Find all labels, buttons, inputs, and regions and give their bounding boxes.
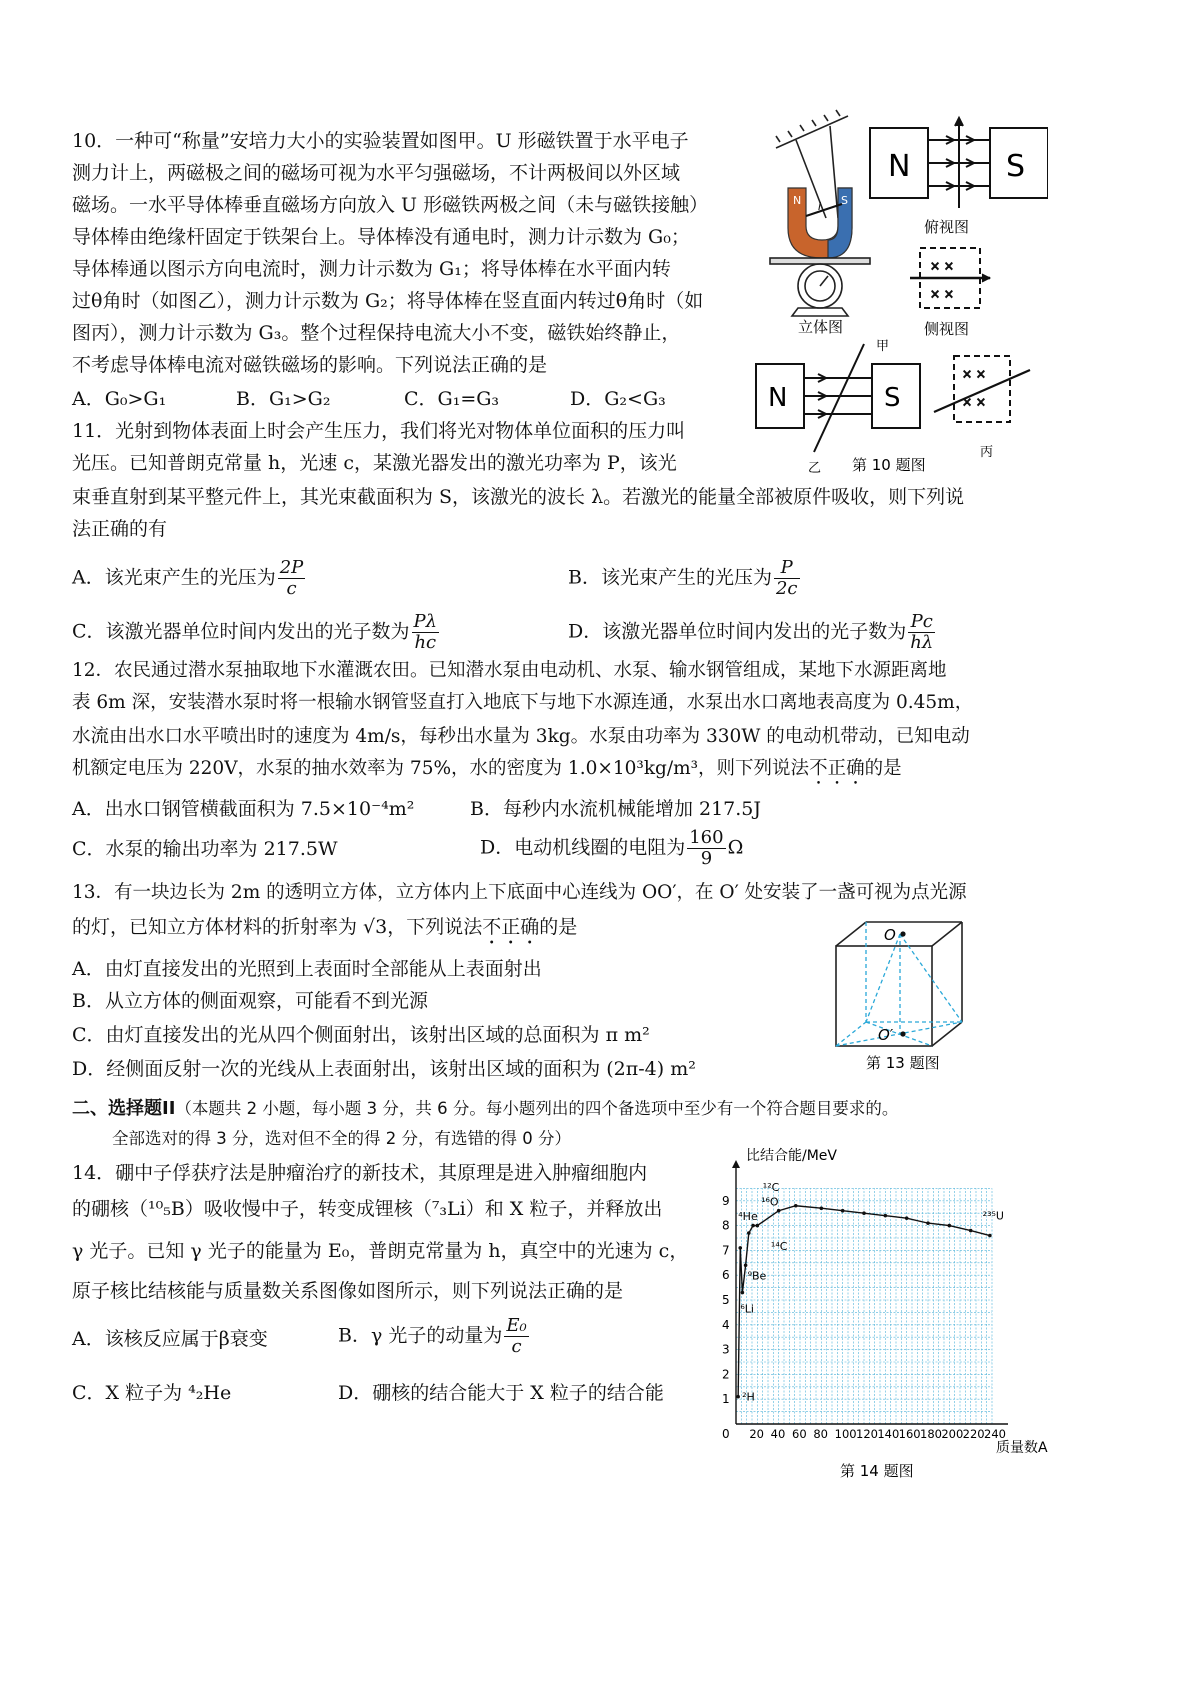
rotated-vertical-view — [934, 356, 1030, 422]
top-n-label: N — [888, 149, 911, 184]
x-tick-label: 120 — [856, 1427, 878, 1441]
annotation-label: ⁶Li — [740, 1302, 755, 1316]
q11-line: 光压。已知普朗克常量 h，光速 c，某激光器发出的激光功率为 P，该光 — [72, 452, 677, 474]
u-magnet — [788, 188, 852, 258]
origin-label: 0 — [722, 1427, 730, 1441]
q10-line: 10．一种可“称量”安培力大小的实验装置如图甲。U 形磁铁置于水平电子 — [72, 130, 689, 152]
svg-text:× ×: × × — [962, 395, 986, 409]
x-tick-label: 160 — [898, 1427, 921, 1441]
q12-line: 机额定电压为 220V，水泵的抽水效率为 75%，水的密度为 1.0×10³kg/m³，则下列说法不正确的是 — [72, 758, 902, 779]
yi-s-label: S — [884, 383, 901, 413]
q11-line: 法正确的有 — [72, 518, 168, 540]
data-point — [862, 1211, 866, 1215]
current-label: I — [818, 200, 822, 213]
q13-option-c: C．由灯直接发出的光从四个侧面射出，该射出区域的总面积为 π m² — [72, 1024, 650, 1046]
label-bing: 丙 — [980, 445, 994, 460]
label-side-view: 侧视图 — [924, 320, 970, 338]
q12-option-a: A．出水口钢管横截面积为 7.5×10⁻⁴m² — [72, 798, 415, 820]
label-top-view: 俯视图 — [924, 218, 970, 236]
data-point — [948, 1224, 952, 1228]
y-tick-label: 3 — [722, 1342, 730, 1357]
q11-option-d-fraction: $\frac{Pc}{h\lambda}$ — [910, 611, 934, 653]
section-2-header — [72, 1096, 898, 1122]
annotation-label: ¹⁴C — [770, 1240, 788, 1253]
label-3d-view: 立体图 — [798, 318, 844, 336]
data-point — [741, 1291, 745, 1295]
annotation-label: ²H — [742, 1390, 755, 1404]
svg-text:× ×: × × — [930, 287, 954, 301]
side-view — [910, 248, 990, 308]
annotation-label: ⁴He — [738, 1209, 758, 1223]
y-tick-label: 1 — [722, 1392, 730, 1407]
y-axis-arrow — [732, 1160, 740, 1168]
data-point — [747, 1231, 751, 1235]
x-tick-label: 140 — [877, 1427, 900, 1441]
q11-option-c — [72, 612, 441, 653]
q11-option-b — [568, 558, 802, 599]
q10-option-c: C．G₁=G₃ — [404, 388, 500, 410]
q11-option-a-fraction: $\frac{2P}{c}$ — [279, 557, 304, 599]
annotation-label: ¹⁶O — [761, 1195, 779, 1209]
iron-stand — [776, 110, 848, 218]
electronic-scale — [770, 258, 870, 316]
data-point — [988, 1234, 992, 1238]
data-point — [756, 1224, 760, 1228]
data-point — [744, 1263, 748, 1267]
q14-option-c: C．X 粒子为 ⁴₂He — [72, 1382, 232, 1404]
q14-option-d: D．硼核的结合能大于 X 粒子的结合能 — [338, 1382, 664, 1404]
data-point — [736, 1395, 740, 1399]
y-tick-label: 7 — [722, 1243, 730, 1258]
q14-option-b-fraction: $\frac{\text{E₀}}{c}$ — [506, 1315, 527, 1357]
binding-energy-chart — [706, 1146, 1050, 1486]
data-point — [794, 1204, 798, 1208]
q10-line: 导体棒由绝缘杆固定于铁架台上。导体棒没有通电时，测力计示数为 G₀； — [72, 226, 690, 248]
y-tick-label: 5 — [722, 1293, 730, 1307]
y-tick-label: 6 — [722, 1268, 730, 1283]
x-tick-label: 200 — [941, 1427, 964, 1441]
q12-line: 水流由出水口水平喷出时的速度为 4m/s，每秒出水量为 3kg。水泵由功率为 330W 的电动机带动，已知电动 — [72, 726, 970, 747]
q11-line: 11．光射到物体表面上时会产生压力，我们将光对物体单位面积的压力叫 — [72, 420, 686, 442]
q12-line: 12．农民通过潜水泵抽取地下水灌溉农田。已知潜水泵由电动机、水泵、输水钢管组成，某地下水源距离地 — [72, 660, 947, 681]
q12-option-d-fraction: $\frac{160}{9}$ — [689, 827, 724, 869]
data-point — [926, 1221, 930, 1225]
q12-option-d: D．电动机线圈的电阻为 $\frac{160}{9}$ Ω — [480, 827, 744, 869]
q11-option-d-text: D．该激光器单位时间内发出的光子数为 — [568, 620, 907, 643]
q10-figure — [748, 108, 1048, 478]
q10-line: 导体棒通以图示方向电流时，测力计示数为 G₁；将导体棒在水平面内转 — [72, 258, 671, 280]
x-tick-label: 180 — [920, 1427, 942, 1441]
annotation-label: ⁹Be — [747, 1269, 767, 1283]
svg-text:× ×: × × — [930, 259, 954, 273]
data-point — [738, 1246, 742, 1250]
q10-line: 过θ角时（如图乙），测力计示数为 G₂；将导体棒在竖直面内转过θ角时（如 — [72, 290, 704, 312]
y-tick-label: 9 — [722, 1193, 730, 1208]
data-point — [969, 1229, 973, 1233]
yi-n-label: N — [768, 383, 788, 413]
data-point — [751, 1224, 755, 1228]
q12-line: 表 6m 深，安装潜水泵时将一根输水钢管竖直打入地底下与地下水源连通，水泵出水口离地表高度为 0.45m， — [72, 692, 974, 713]
annotation-label: ²³⁵U — [982, 1209, 1004, 1223]
x-tick-label: 100 — [834, 1427, 857, 1441]
label-jia: 甲 — [876, 339, 890, 354]
q13-option-d: D．经侧面反射一次的光线从上表面射出，该射出区域的面积为 (2π-4) m² — [72, 1058, 696, 1080]
q10-line: 不考虑导体棒电流对磁铁磁场的影响。下列说法正确的是 — [72, 354, 548, 376]
q13-emphasis: 不正确 — [482, 916, 540, 938]
section-2-desc: （本题共 2 小题，每小题 3 分，共 6 分。每小题列出的四个备选项中至少有一个符合题目要求的。 — [175, 1099, 899, 1118]
x-tick-label: 40 — [770, 1427, 786, 1441]
q11-option-a — [72, 558, 307, 599]
data-point — [841, 1209, 845, 1213]
q11-option-a-text: A．该光束产生的光压为 — [72, 566, 276, 589]
q14-line: 14．硼中子俘获疗法是肿瘤治疗的新技术，其原理是进入肿瘤细胞内 — [72, 1162, 648, 1184]
q14-option-a: A．该核反应属于β衰变 — [72, 1328, 268, 1350]
q14-line: 原子核比结核能与质量数关系图像如图所示，则下列说法正确的是 — [72, 1280, 624, 1302]
label-yi: 乙 — [808, 461, 822, 476]
top-s-label: S — [1006, 149, 1026, 184]
data-point — [777, 1209, 781, 1213]
label-o: O — [884, 926, 896, 944]
x-tick-label: 220 — [962, 1427, 985, 1441]
y-axis-label: 比结合能/MeV — [746, 1148, 837, 1164]
x-tick-label: 60 — [792, 1427, 807, 1441]
svg-text:× ×: × × — [962, 367, 986, 381]
q11-option-d — [568, 612, 937, 653]
q13-cube-figure — [826, 916, 986, 1076]
q11-option-c-fraction: $\frac{P\lambda}{hc}$ — [413, 611, 438, 653]
data-point — [884, 1214, 888, 1218]
x-axis-label: 质量数A — [996, 1440, 1048, 1456]
q13-option-a: A．由灯直接发出的光照到上表面时全部能从上表面射出 — [72, 958, 542, 980]
q12-option-c: C．水泵的输出功率为 217.5W — [72, 838, 338, 860]
q12-emphasis: 不正确 — [809, 758, 865, 779]
chart-grid — [736, 1188, 992, 1424]
q10-line: 图丙），测力计示数为 G₃。整个过程保持电流大小不变，磁铁始终静止， — [72, 322, 681, 344]
x-tick-label: 20 — [749, 1427, 764, 1441]
q14-option-b: B．γ 光子的动量为 $\frac{\text{E₀}}{c}$ — [338, 1315, 527, 1357]
q13-option-b: B．从立方体的侧面观察，可能看不到光源 — [72, 990, 428, 1012]
n-pole-label: N — [793, 194, 802, 207]
q11-line: 束垂直射到某平整元件上，其光束截面积为 S，该激光的波长 λ。若激光的能量全部被原件吸收，则下列说 — [72, 486, 965, 508]
q10-option-a: A．G₀>G₁ — [72, 388, 167, 410]
q10-line: 磁场。一水平导体棒垂直磁场方向放入 U 形磁铁两极之间（未与磁铁接触） — [72, 194, 709, 216]
x-tick-label: 80 — [813, 1427, 828, 1441]
q14-line: γ 光子。已知 γ 光子的能量为 E₀，普朗克常量为 h，真空中的光速为 c， — [72, 1240, 689, 1262]
q10-caption: 第 10 题图 — [852, 456, 926, 474]
q14-caption: 第 14 题图 — [840, 1462, 914, 1480]
s-pole-label: S — [841, 194, 848, 207]
q13-line: 的灯，已知立方体材料的折射率为 √3，下列说法不正确的是 — [72, 916, 578, 938]
y-tick-label: 4 — [722, 1317, 730, 1332]
section-2-title: 二、选择题II — [72, 1098, 176, 1119]
q14-line: 的硼核（¹⁰₅B）吸收慢中子，转变成锂核（⁷₃Li）和 X 粒子，并释放出 — [72, 1198, 663, 1220]
y-tick-label: 8 — [722, 1218, 730, 1233]
q13-line: 13．有一块边长为 2m 的透明立方体，立方体内上下底面中心连线为 OO′，在 O′ 处安装了一盏可视为点光源 — [72, 882, 967, 903]
q10-option-b: B．G₁>G₂ — [236, 388, 331, 410]
q11-option-c-text: C．该激光器单位时间内发出的光子数为 — [72, 620, 410, 643]
label-o-prime: O′ — [878, 1026, 894, 1044]
q10-option-d: D．G₂<G₃ — [570, 388, 666, 410]
q12-option-b: B．每秒内水流机械能增加 217.5J — [470, 798, 762, 820]
q13-caption: 第 13 题图 — [866, 1054, 940, 1072]
data-point — [905, 1216, 909, 1220]
q11-option-b-text: B．该光束产生的光压为 — [568, 566, 772, 589]
y-tick-label: 2 — [722, 1367, 730, 1382]
annotation-label: ¹²C — [762, 1181, 780, 1195]
section-2-desc-2: 全部选对的得 3 分，选对但不全的得 2 分，有选错的得 0 分） — [112, 1129, 571, 1148]
q10-line: 测力计上，两磁极之间的磁场可视为水平匀强磁场，不计两极间以外区域 — [72, 162, 681, 184]
data-point — [820, 1206, 824, 1210]
q11-option-b-fraction: $\frac{P}{2c}$ — [775, 557, 798, 599]
x-tick-label: 240 — [984, 1427, 1006, 1441]
